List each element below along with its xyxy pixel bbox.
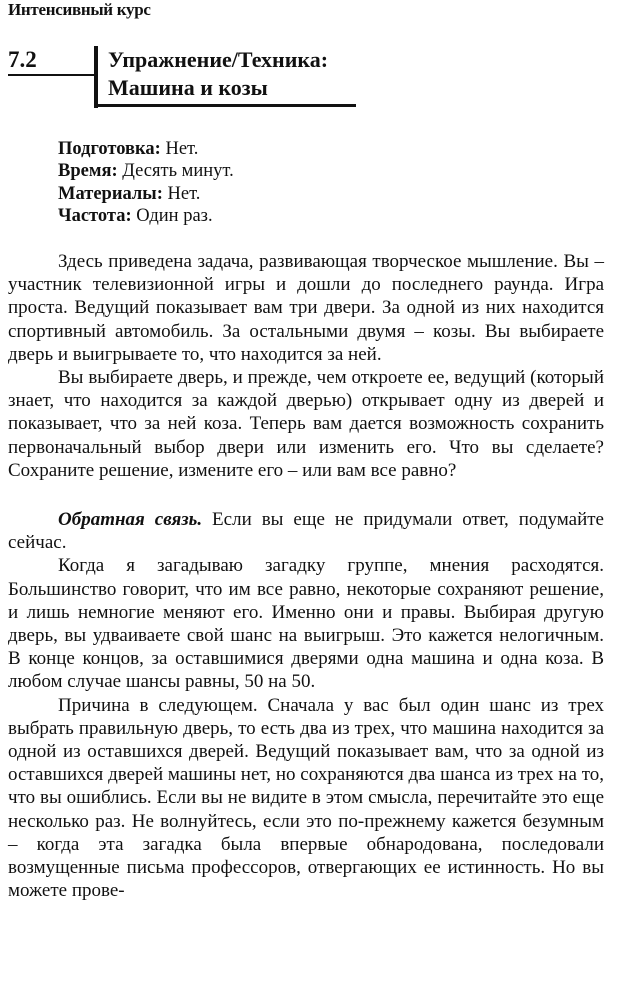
meta-materials [58, 183, 234, 205]
meta-time-value: Десять минут. [117, 161, 234, 182]
exercise-meta [58, 138, 234, 227]
feedback-text: Если вы еще не придумали ответ, подумайте сейчас. [8, 509, 604, 554]
meta-frequency-label: Частота: [58, 205, 132, 226]
paragraph-opinions: Когда я загадываю загадку группе, мнения расходятся. Большинство говорит, что им все равно, некоторые сохраняют решение, и лишь немногие меняют его. Именно они и правы. Выбирая другую дверь, вы удваиваете свой шанс на выигрыш. Это кажется нелогичным. В конце концов, за оставшимися дверями одна машина и одна коза. В любом случае шансы равны, 50 на 50. [8, 555, 604, 693]
body-text [8, 250, 604, 902]
section-number: 7.2 [8, 46, 94, 76]
running-head: Интенсивный курс [8, 0, 151, 19]
section-title-line-2: Машина и козы [108, 75, 268, 100]
meta-time-label: Время: [58, 161, 118, 182]
section-divider-horizontal [94, 104, 356, 107]
section-title-line-1: Упражнение/Техника: [108, 47, 329, 72]
paragraph-task-intro: Здесь приведена задача, развивающая творческое мышление. Вы – участник телевизионной игры и дошли до последнего раунда. Игра проста. Ведущий показывает вам три двери. За одной из них находится спортивный автомобиль. За остальными двумя – козы. Вы выбираете дверь и выигрываете то, что находится за ней. [8, 251, 604, 365]
meta-frequency-value: Один раз. [131, 205, 213, 226]
meta-preparation-label: Подготовка: [58, 139, 161, 159]
feedback-label: Обратная связь. [58, 509, 203, 531]
paragraph-explanation: Причина в следующем. Сначала у вас был один шанс из трех выбрать правильную дверь, то есть два из трех, что машина находится за одной из оставшихся дверей. Ведущий показывает вам, что за одной из оставшихся дверей машины нет, но сохраняются два шанса из трех на то, что вы ошиблись. Если вы не видите в этом смысла, перечитайте это еще несколько раз. Не волнуйтесь, если это по-прежнему кажется безумным – когда эта загадка была впервые обнародована, последовали возмущенные письма профессоров, отвергающих ее истинность. Но вы можете прове- [8, 694, 604, 902]
section-title [108, 46, 328, 102]
meta-time [58, 160, 234, 182]
section-divider-vertical [94, 46, 98, 108]
paragraph-task-choice: Вы выбираете дверь, и прежде, чем откроете ее, ведущий (который знает, что находится за каждой дверью) открывает одну из дверей и показывает, что за ней коза. Теперь вам дается возможность сохранить первоначальный выбор двери или изменить его. Что вы сделаете? Сохраните решение, измените его – или вам все равно? [8, 367, 604, 481]
meta-frequency [58, 205, 234, 227]
meta-preparation-value: Нет. [160, 139, 199, 159]
paragraph-feedback [8, 508, 604, 554]
meta-materials-label: Материалы: [58, 183, 163, 204]
meta-preparation [58, 138, 234, 160]
meta-materials-value: Нет. [162, 183, 201, 204]
